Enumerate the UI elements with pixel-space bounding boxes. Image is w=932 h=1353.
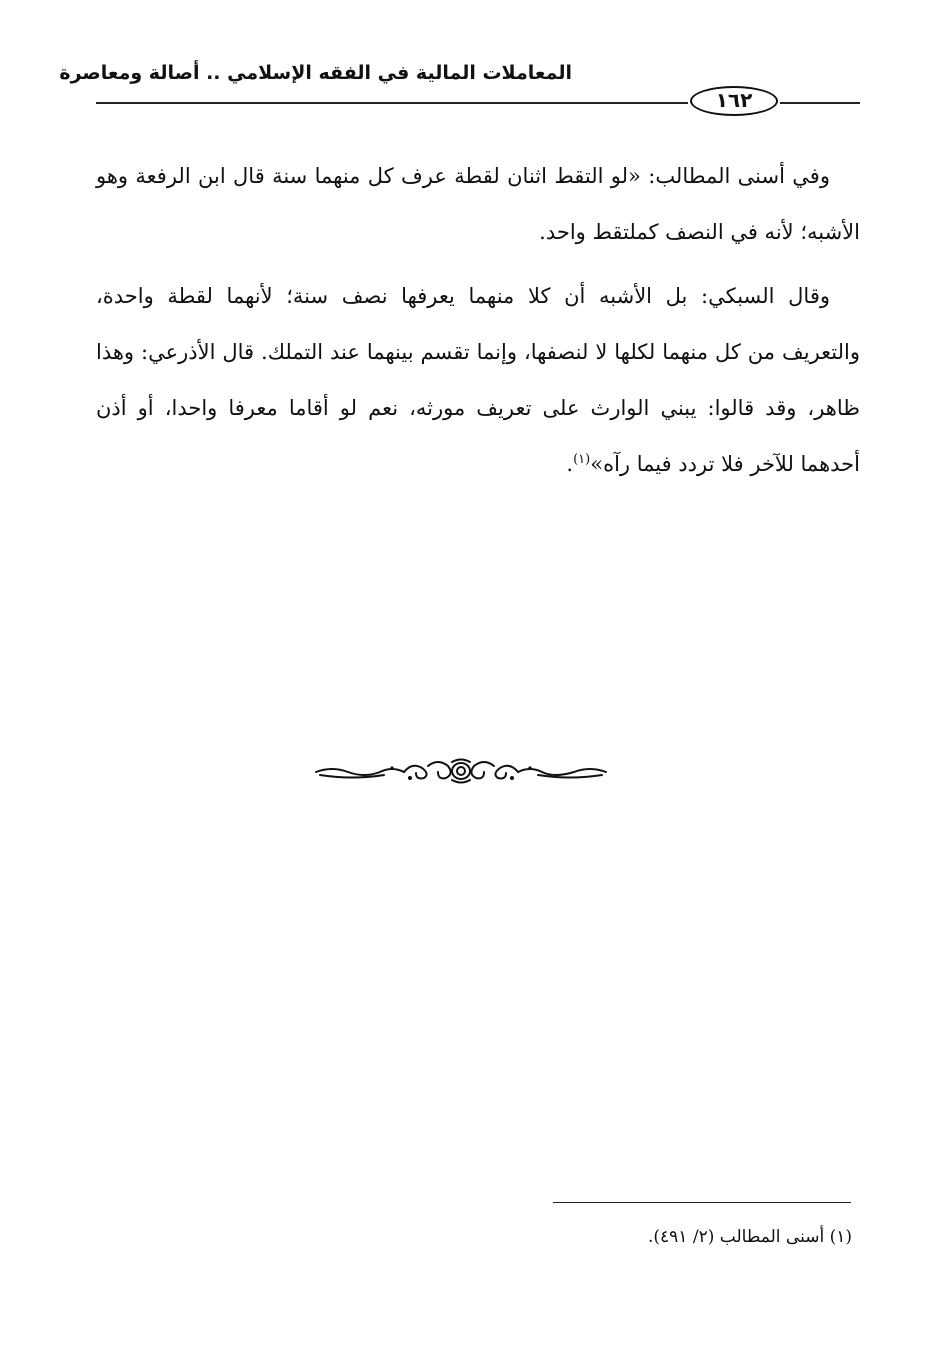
main-text [96, 148, 860, 492]
footnote-separator [553, 1202, 851, 1203]
paragraph-1-text: وفي أسنى المطالب: «لو التقط اثنان لقطة عرف كل منهما سنة قال ابن الرفعة وهو الأشبه؛ لأنه في النصف كملتقط واحد. [96, 164, 860, 244]
decorative-divider-icon [312, 756, 610, 786]
paragraph-2-end: . [566, 452, 574, 476]
running-header-title: المعاملات المالية في الفقه الإسلامي .. أصالة ومعاصرة [59, 62, 572, 84]
footnote-reference[interactable]: (١) [573, 452, 591, 467]
paragraph-1 [96, 148, 860, 260]
header-rule-left [96, 102, 688, 104]
header-rule-right [780, 102, 860, 104]
paragraph-2 [96, 268, 860, 492]
paragraph-2-text: وقال السبكي: بل الأشبه أن كلا منهما يعرفها نصف سنة؛ لأنهما لقطة واحدة، والتعريف من كل منهما لكلها لا لنصفها، وإنما تقسم بينهما عند التملك. قال الأذرعي: وهذا ظاهر، وقد قالوا: يبني الوارث على تعريف مورثه، نعم لو أقاما معرفا واحدا، أو أذن أحدهما للآخر فلا تردد فيما رآه» [96, 284, 860, 476]
page-number: ١٦٢ [690, 86, 778, 116]
footnote-1: (١) أسنى المطالب (٢/ ٤٩١). [648, 1227, 852, 1247]
